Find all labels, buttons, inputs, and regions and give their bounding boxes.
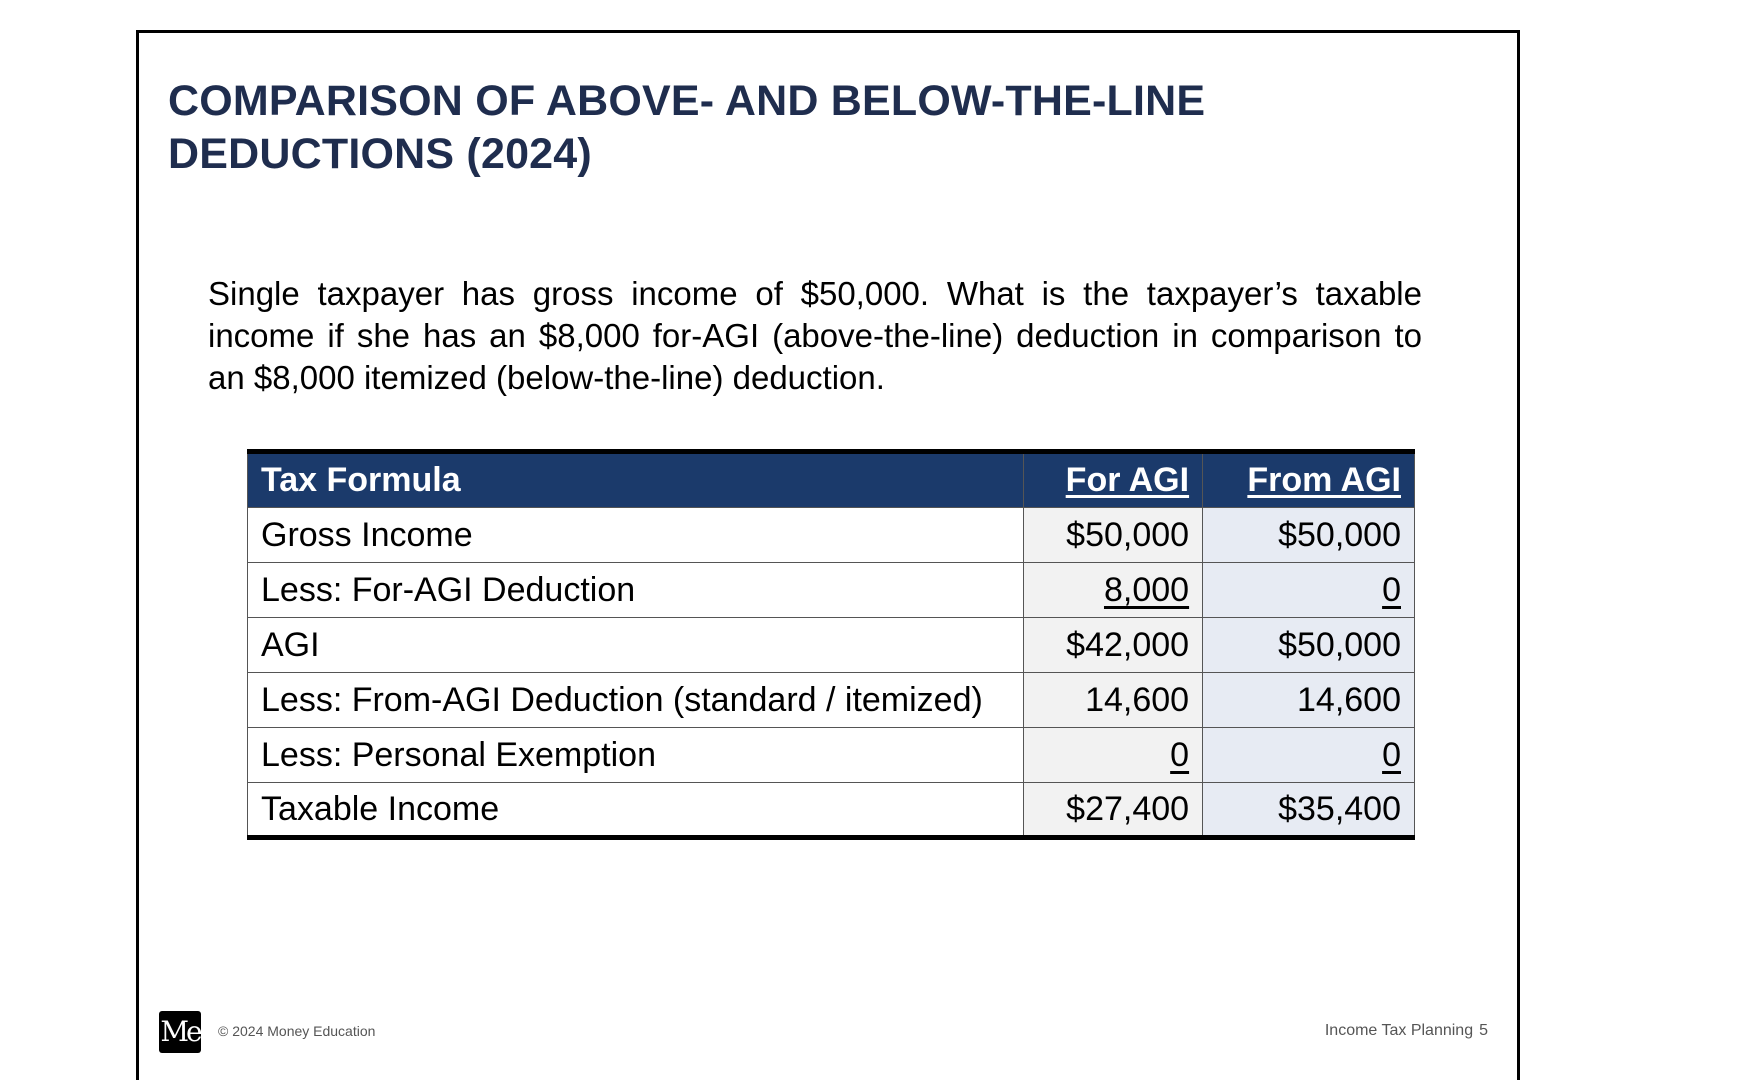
- copyright-text: © 2024 Money Education: [218, 1023, 376, 1039]
- for-agi-value: 14,600: [1024, 673, 1203, 728]
- money-education-logo: Me: [159, 1011, 201, 1053]
- from-agi-value-text: 0: [1382, 570, 1401, 609]
- from-agi-value: $35,400: [1203, 783, 1415, 838]
- table-row-taxable-income: [248, 783, 1415, 838]
- header-from-agi-label: From AGI: [1247, 461, 1401, 499]
- from-agi-value: 14,600: [1203, 673, 1415, 728]
- for-agi-value: [1024, 728, 1203, 783]
- from-agi-value: [1203, 728, 1415, 783]
- header-for-agi: [1024, 452, 1203, 508]
- from-agi-value-text: 0: [1382, 735, 1401, 774]
- row-label: Less: Personal Exemption: [248, 728, 1024, 783]
- header-for-agi-label: For AGI: [1065, 461, 1190, 499]
- slide: [136, 30, 1520, 1080]
- table-row-for-agi-deduction: [248, 563, 1415, 618]
- page-title: [168, 75, 1205, 181]
- header-from-agi: [1203, 452, 1415, 508]
- title-line-1: COMPARISON OF ABOVE- AND BELOW-THE-LINE: [168, 77, 1206, 125]
- section-name: Income Tax Planning: [1324, 1022, 1474, 1039]
- from-agi-value: $50,000: [1203, 508, 1415, 563]
- for-agi-value: $42,000: [1024, 618, 1203, 673]
- header-tax-formula: Tax Formula: [248, 452, 1024, 508]
- table-row-gross-income: [248, 508, 1415, 563]
- question-text: Single taxpayer has gross income of $50,000. What is the taxpayer’s taxable income if she has an $8,000 for-AGI (above-the-line) deduction in comparison to an $8,000 itemized (below-the-line) deduction.: [208, 275, 1422, 396]
- from-agi-value: [1203, 563, 1415, 618]
- row-label: Less: For-AGI Deduction: [248, 563, 1024, 618]
- for-agi-value: $27,400: [1024, 783, 1203, 838]
- for-agi-value: [1024, 563, 1203, 618]
- tax-formula-table: [247, 449, 1415, 840]
- from-agi-value: $50,000: [1203, 618, 1415, 673]
- row-label: Taxable Income: [248, 783, 1024, 838]
- row-label: Less: From-AGI Deduction (standard / itemized): [248, 673, 1024, 728]
- row-label: Gross Income: [248, 508, 1024, 563]
- row-label: AGI: [248, 618, 1024, 673]
- slide-footer-info: [1325, 1022, 1488, 1040]
- for-agi-value: $50,000: [1024, 508, 1203, 563]
- table-row-agi: [248, 618, 1415, 673]
- for-agi-value-text: 0: [1170, 735, 1190, 774]
- table-row-personal-exemption: [248, 728, 1415, 783]
- title-line-2: DEDUCTIONS (2024): [168, 130, 592, 178]
- for-agi-value-text: 8,000: [1103, 570, 1190, 609]
- page-number: 5: [1479, 1022, 1488, 1039]
- table-header-row: [248, 452, 1415, 508]
- table-row-from-agi-deduction: [248, 673, 1415, 728]
